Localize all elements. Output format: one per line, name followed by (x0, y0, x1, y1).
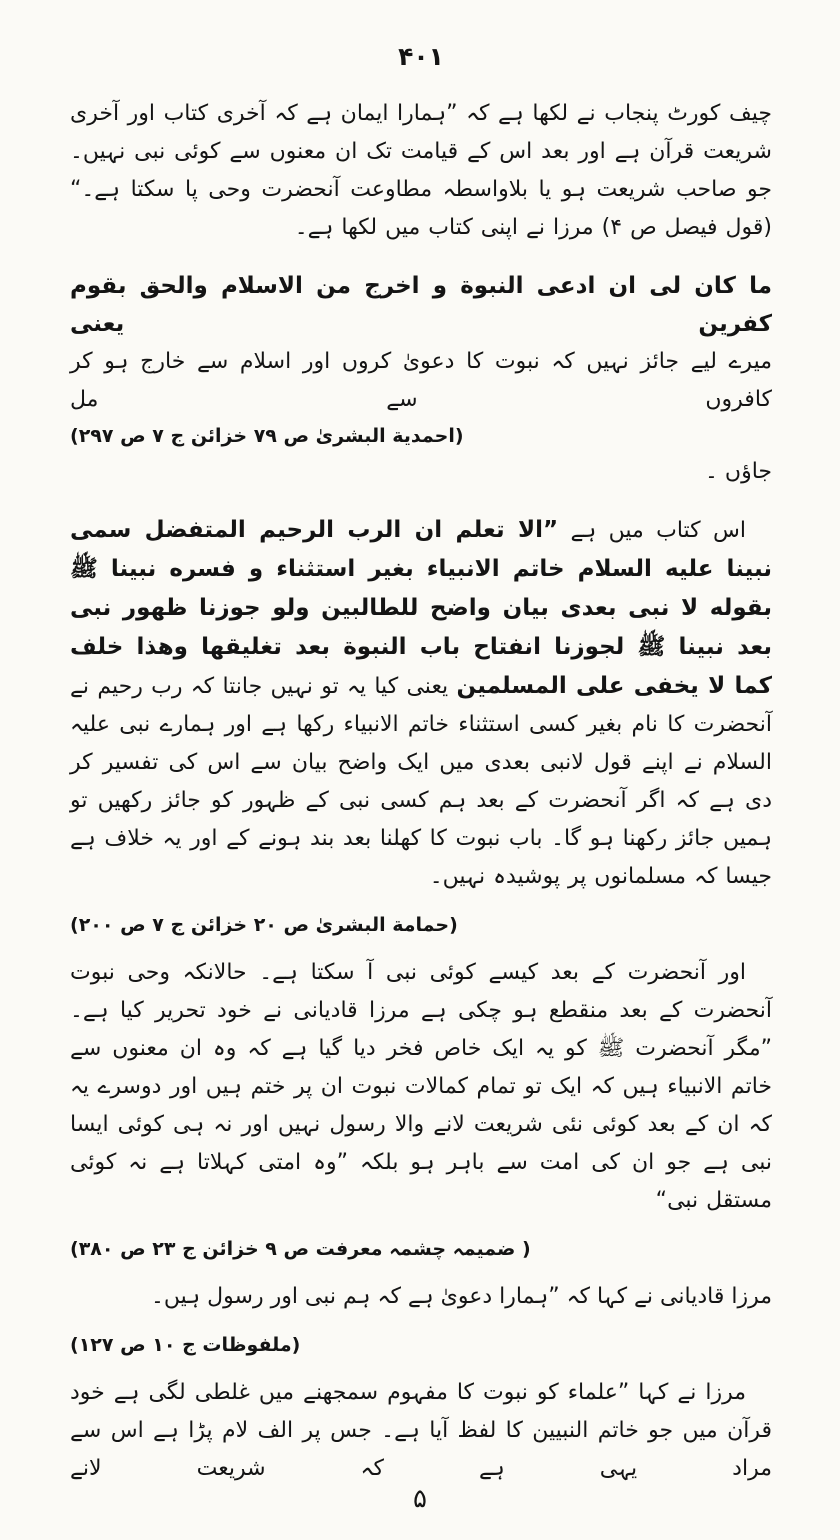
translation-2: یعنی کیا یہ تو نہیں جانتا کہ رب رحیم نے آنحضرت کا نام بغیر کسی استثناء خاتم الانبیاء رکھا ہے اور ہمارے نبی علیہ السلام نے اپنے قول لانبی بعدی میں ایک واضح بیان سے اس کی تفسیر کر دی ہے کہ اگر آنحضرت کے بعد ہم کسی نبی کے ظہور کو جائز رکھیں تو ہمیں جائز رکھنا ہو گا۔ باب نبوت کا کھلنا بعد بند ہونے کے اور یہ خلاف ہے جیسا کہ مسلمانوں پر پوشیدہ نہیں۔ (70, 674, 772, 889)
reference-4: (ملفوظات ج ۱۰ ص ۱۲۷) (70, 1334, 301, 1356)
paragraph-book-quote (70, 511, 772, 896)
reference-1: (احمدیة البشریٰ ص ۷۹ خزائن ج ۷ ص ۲۹۷) (70, 425, 464, 447)
reference-2: (حمامة البشریٰ ص ۲۰ خزائن ج ۷ ص ۲۰۰) (70, 914, 458, 936)
paragraph-court-ruling: چیف کورٹ پنجاب نے لکھا ہے کہ ”ہمارا ایمان ہے کہ آخری کتاب اور آخری شریعت قرآن ہے اور بعد اس کے قیامت تک ان معنوں سے کوئی نبی نہیں۔ جو صاحب شریعت ہو یا بلاواسطہ مطاوعت آنحضرت وحی پا سکتا ہے۔“ (قول فیصل ص ۴) مرزا نے اپنی کتاب میں لکھا ہے۔ (70, 101, 772, 240)
translation-1-end: جاؤں ۔ (705, 459, 772, 484)
paragraph-khatam-claim: اور آنحضرت کے بعد کیسے کوئی نبی آ سکتا ہے۔ حالانکہ وحی نبوت آنحضرت کے بعد منقطع ہو چکی ہے مرزا قادیانی نے خود تحریر کیا ہے۔ ”مگر آنحضرت ﷺ کو یہ ایک خاص فخر دیا گیا ہے کہ وہ ان معنوں سے خاتم الانبیاء ہیں کہ ایک تو تمام کمالات نبوت ان پر ختم ہیں اور دوسرے یہ کہ ان کے بعد کوئی نئی شریعت لانے والا رسول نہیں اور نہ ہی کوئی ایسا نبی ہے جو ان کی امت سے باہر ہو بلکہ ”وہ امتی کہلاتا ہے نہ کوئی مستقل نبی“ (70, 960, 772, 1213)
paragraph-ulama-meaning: مرزا نے کہا ”علماء کو نبوت کا مفہوم سمجھنے میں غلطی لگی ہے خود قرآن میں جو خاتم النبیین کا لفظ آیا ہے۔ جس پر الف لام پڑا ہے اس سے مراد یہی ہے کہ شریعت لانے (70, 1380, 772, 1481)
line-prophet-claim: مرزا قادیانی نے کہا کہ ”ہمارا دعویٰ ہے کہ ہم نبی اور رسول ہیں۔ (151, 1284, 772, 1309)
translation-1: میرے لیے جائز نہیں کہ نبوت کا دعویٰ کروں اور اسلام سے خارج ہو کر کافروں سے مل (70, 349, 772, 412)
reference-3: ( ضمیمہ چشمہ معرفت ص ۹ خزائن ج ۲۳ ص ۳۸۰) (70, 1238, 531, 1260)
arabic-quote-2: ”الا تعلم ان الرب الرحیم المتفضل سمی نبینا علیه السلام خاتم الانبیاء بغیر استثناء و فسره نبینا ﷺ بقوله لا نبی بعدی بیان واضح للطالبین ولو جوزنا ظهور نبی بعد نبینا ﷺ لجوزنا انفتاح باب النبوة بعد تغلیقها وهذا خلف کما لا یخفی علی المسلمین (70, 517, 772, 699)
page-number-bottom: ۵ (413, 1484, 427, 1514)
book-quote-intro: اس کتاب میں ہے (558, 518, 746, 543)
page-number-top: ۴۰۱ (398, 42, 444, 71)
arabic-quote-1: ما کان لی ان ادعی النبوة و اخرج من الاسلام والحق بقوم کفرین یعنی (70, 273, 772, 337)
